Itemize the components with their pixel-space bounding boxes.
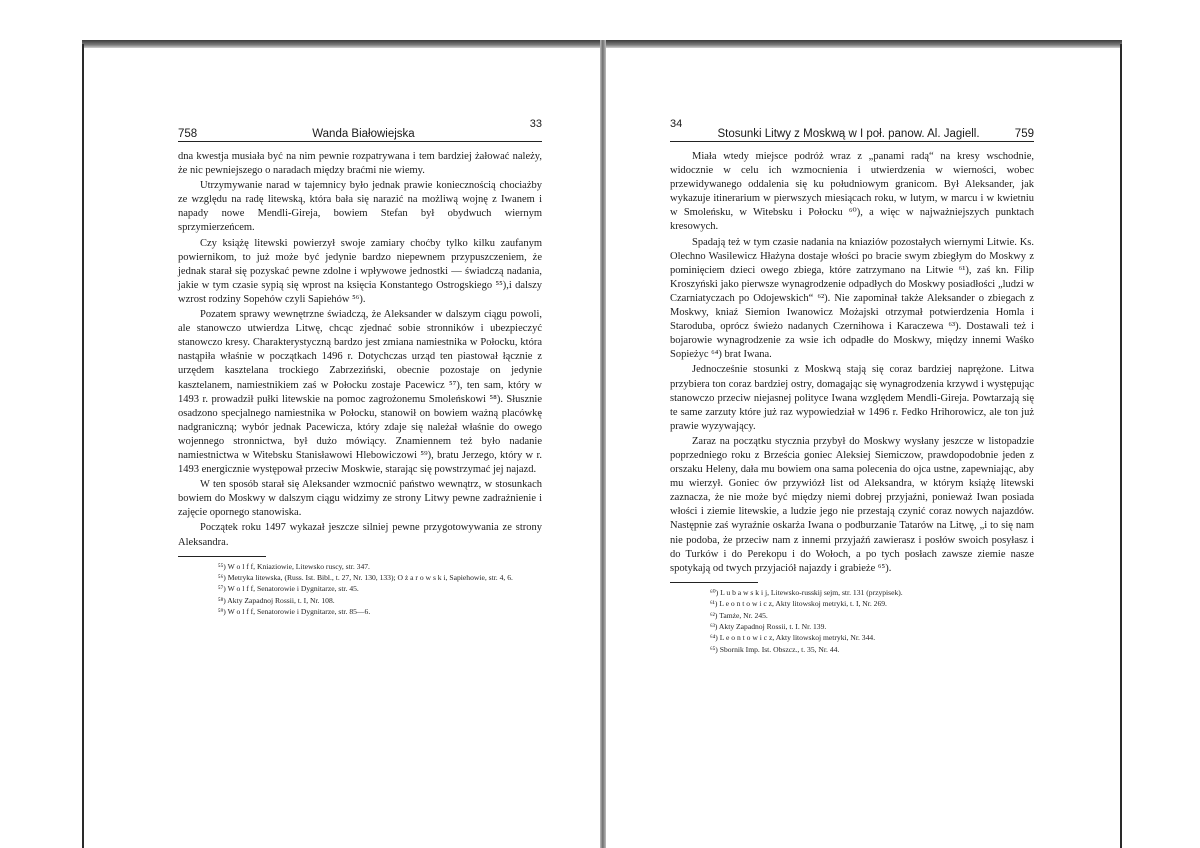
paragraph: Spadają też w tym czasie nadania na kniaziów pozostałych wiernymi Litwie. Ks. Olechno Wasilewicz Hłażyna dostaje włości po bracie swym zbiegłym do Moskwy z pominięciem dzieci owego zbiega, które zatrzymano na Litwie ⁶¹), zaś kn. Filip Kroszyński jako pierwsze wynagrodzenie odpadłych do Moskwy posiadłości „ludzi w Czarniatyczach po Odojewskich“ ⁶²). Nie zapominał także Aleksander o zbiegach z Moskwy, kniaź Siemion Iwanowicz Możajski otrzymał potwierdzenia Homla i Staroduba, oprócz świeżo nadanych Czernihowa i Karaczewa ⁶³). Dostawali też i bojarowie wynagrodzenie za wsie ich odpadłe do Moskwy, między innemi Waśko Sopieżyc ⁶⁴) brat Iwana. [670, 236, 1034, 361]
right-footnotes [670, 587, 1034, 655]
paragraph: Utrzymywanie narad w tajemnicy było jednak prawie koniecznością chociażby ze względu na radę litewską, która bała się narazić na możliwą wojnę z Iwanem i napady nowe Mendli-Gireja, bowiem Stefan był obydwuch wiernym sprzymierzeńcem. [178, 180, 542, 234]
footnote-divider [670, 582, 758, 583]
paragraph: Jednocześnie stosunki z Moskwą stają się coraz bardziej naprężone. Litwa przybiera ton coraz bardziej ostry, domagając się wynagrodzenia krzywd i występując stanowczo przeciw niejasnej polityce Iwana względem Mendli-Gireja. Powtarzają się te same zarzuty które już raz wypowiedział w 1496 r. Fedko Hrihorowicz, ale ton już prawie wyzywający. [670, 364, 1034, 432]
footnote: ⁵⁹) W o l f f, Senatorowie i Dygnitarze, str. 85—6. [218, 607, 371, 617]
left-footnotes [178, 561, 542, 618]
left-body-text [178, 150, 542, 550]
paragraph: W ten sposób starał się Aleksander wzmocnić państwo wewnątrz, w stosunkach bowiem do Moskwy w dalszym ciągu widzimy ze strony Litwy pewne zadrażnienie i zajęcie opornego stanowiska. [178, 479, 542, 519]
footnote: ⁵⁵) W o l f f, Kniaziowie, Litewsko ruscy, str. 347. [218, 561, 370, 571]
footnote: ⁵⁷) W o l f f, Senatorowie i Dygnitarze, str. 45. [218, 584, 359, 594]
scan-right-edge [1120, 44, 1122, 848]
footnote-divider [178, 556, 266, 557]
paragraph: Czy książę litewski powierzył swoje zamiary choćby tylko kilku zaufanym powiernikom, to już może być jedynie bardzo niepewnem przypuszczeniem, że jednak starał się pozyskać pewne zdolne i wpływowe jednostki — świadczą nadania, jakie w tym czasie sypią się wprost na księcia Konstantego Ostrogskiego ⁵⁵),i dalszy wzrost rodziny Sopehów czyli Sapiehów ⁵⁶). [178, 237, 542, 305]
running-title-subject: Stosunki Litwy z Moskwą w I poł. panow. Al. Jagiell. [717, 128, 980, 140]
footnote: ⁶⁵) Sbornik Imp. Ist. Obszcz., t. 35, Nr. 44. [710, 644, 840, 654]
scan-left-edge [82, 44, 84, 848]
paragraph: Miała wtedy miejsce podróż wraz z „panami radą“ na kresy wschodnie, widocznie w celu ich wzmocnienia i utwierdzenia w wierności, wobec przewidywanego oddalenia się ku południowym granicom. Był Aleksander, jak wykazuje itinerarium w pierwszych miesiącach roku, w lutym, w marcu i w kwietniu w Smoleńsku, w Witebsku i Połocku ⁶⁰), a więc w najważniejszych punktach kresowych. [670, 151, 1034, 233]
page-number-33: 33 [529, 118, 542, 130]
book-spine [600, 40, 606, 848]
paragraph: dna kwestja musiała być na nim pewnie rozpatrywana i tem bardziej żałować należy, że nic pewniejszego o naradach między braćmi nie wiemy. [178, 151, 542, 177]
right-page [670, 118, 1034, 655]
running-title-author: Wanda Białowiejska [312, 128, 415, 140]
footnote: ⁶¹) L e o n t o w i c z, Akty litowskoj metryki, t. I, Nr. 269. [710, 599, 887, 609]
left-page [178, 118, 542, 618]
paragraph: Zaraz na początku stycznia przybył do Moskwy wysłany jeszcze w listopadzie poprzedniego roku z Brześcia goniec Aleksiej Siemiczow, prawdopodobnie jeden z orszaku Heleny, dała mu bowiem ona sama polecenia do ojca ustne, zapewniając, aby mu wierzył. Goniec ów przywiózł list od Aleksandra, w którym książę litewski zaznacza, że nie może być między niemi dobrej przyjaźni, ponieważ Iwan posiada włości i ziemie litewskie, a ludzie jego nie przestają czynić coraz nowych najazdów. Następnie zaś wyraźnie oskarża Iwana o podburzanie Tatarów na Litwę, „i to się nam nie podoba, że przeciw nam z innemi przyjaźń zawierasz i posłów swoich posyłasz i do Turków i do Perekopu i do Wołoch, a po tych posłach zawsze ziemie nasze spotykają od twych przyjaciół najazdy i grabieże ⁶⁵). [670, 435, 1034, 574]
page-number-759: 759 [1014, 128, 1034, 140]
footnote: ⁵⁶) Metryka litewska, (Russ. Ist. Bibl., t. 27, Nr. 130, 133); O ż a r o w s k i, Sapiehowie, str. 4, 6. [218, 573, 513, 583]
footnote: ⁶²) Tamże, Nr. 245. [710, 610, 768, 620]
paragraph: Początek roku 1497 wykazał jeszcze silniej pewne przygotowywania ze strony Aleksandra. [178, 522, 542, 548]
right-running-head [670, 118, 1034, 142]
footnote: ⁶³) Akty Zapadnoj Rossii, t. I. Nr. 139. [710, 622, 827, 632]
page-number-34: 34 [670, 118, 683, 130]
paragraph: Pozatem sprawy wewnętrzne świadczą, że Aleksander w dalszym ciągu powoli, ale stanowczo utwierdza Litwę, chcąc zjednać sobie stronników i ubezpieczyć stanowczo kresy. Charakterystyczną bardzo jest zmiana namiestnika w Połocku, która nastąpiła właśnie w początkach 1496 r. Dotychczas urząd ten piastował łącznie z urzędem kasztelana trockiego Zabrzeziński, obecnie pozostaje on jedynie kasztelanem, namiestnikiem zaś w Połocku zostaje Pacewicz ⁵⁷), ten sam, który w 1493 r. prowadził pułki litewskie na pomoc zagrożonemu Smoleńskowi ⁵⁸). Słusznie osadzono specjalnego namiestnika w Połocku, stanowił on bowiem ważną placówkę nadgraniczną; wybór jednak Pacewicza, który zdaje się należał właśnie do owego wojennego stronnictwa, był dużo mówiący. Znamiennem też było nadanie namiestnictwa w Witebsku Stanisławowi Hlebowiczowi ⁵⁹), bratu Jerzego, który w r. 1493 energicznie występował przeciw Moskwie, starając się powstrzymać jej najazd. [178, 309, 542, 476]
left-running-head [178, 118, 542, 142]
footnote: ⁵⁸) Akty Zapadnoj Rossii, t. I, Nr. 108. [218, 595, 335, 605]
footnote: ⁶⁴) L e o n t o w i c z, Akty litowskoj metryki, Nr. 344. [710, 633, 876, 643]
footnote: ⁶⁰) L u b a w s k i j, Litewsko-russkij sejm, str. 131 (przypisek). [710, 587, 903, 597]
right-body-text [670, 150, 1034, 576]
page-number-758: 758 [178, 128, 198, 140]
